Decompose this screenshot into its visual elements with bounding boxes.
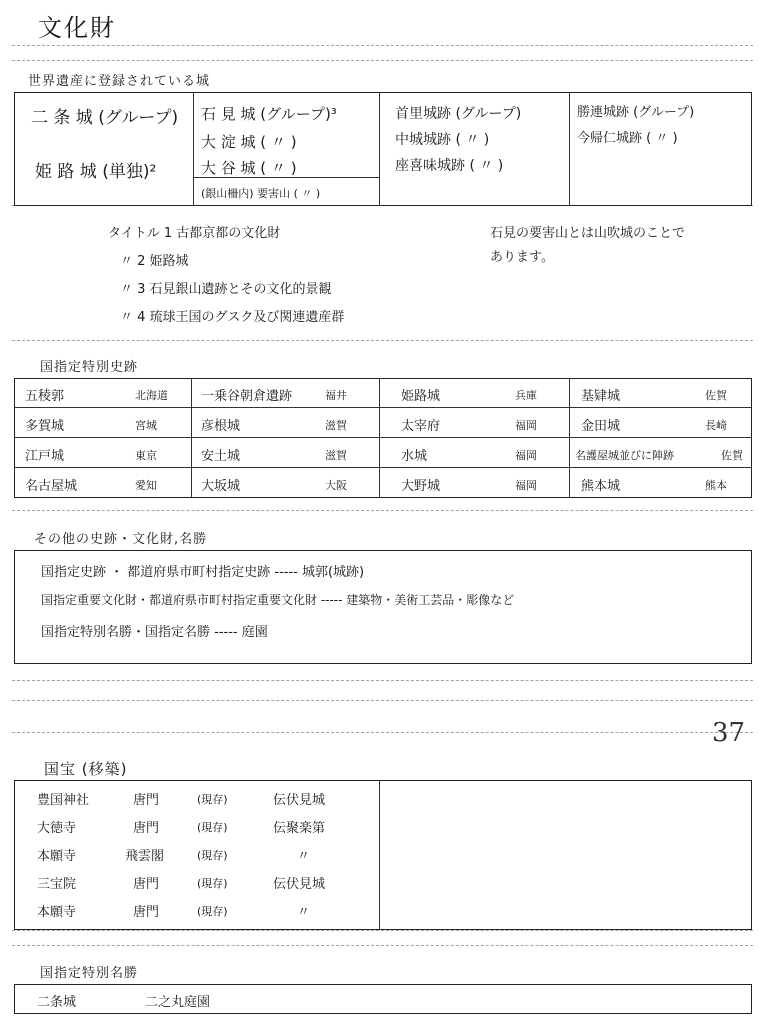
world-heritage-cell: (銀山柵内) 要害山 ( 〃 ): [201, 187, 321, 200]
treasure-gate: 唐門: [133, 877, 160, 892]
section-heading-national-treasure: 国宝 (移築): [44, 760, 128, 778]
treasure-site: 三宝院: [37, 877, 77, 892]
site-name: 水城: [401, 449, 428, 464]
heritage-note: あります。: [490, 250, 554, 265]
treasure-origin: 〃: [297, 905, 311, 920]
world-heritage-cell: 中城城跡 ( 〃 ): [395, 132, 490, 148]
treasure-site: 本願寺: [37, 849, 77, 864]
treasure-origin: 伝聚楽第: [273, 821, 326, 836]
site-name: 名護屋城並びに陣跡: [575, 449, 674, 462]
scenic-table: [14, 984, 752, 1014]
other-line: 国指定重要文化財・都道府県市町村指定重要文化財 ----- 建築物・美術工芸品・彫像など: [41, 593, 515, 607]
site-name: 五稜郭: [25, 389, 65, 404]
treasure-origin: 〃: [297, 849, 311, 864]
national-treasure-table: [14, 780, 752, 930]
site-prefecture: 兵庫: [515, 389, 537, 402]
site-prefecture: 長崎: [705, 419, 727, 432]
site-name: 基肄城: [581, 389, 621, 404]
site-name: 金田城: [581, 419, 621, 434]
other-line: 国指定史跡 ・ 都道府県市町村指定史跡 ----- 城郭(城跡): [41, 565, 365, 580]
site-prefecture: 熊本: [705, 479, 727, 492]
world-heritage-cell: 座喜味城跡 ( 〃 ): [395, 158, 504, 174]
world-heritage-cell: 姫 路 城 (単独)²: [35, 162, 157, 182]
site-name: 姫路城: [401, 389, 441, 404]
treasure-status: (現存): [197, 821, 228, 834]
heritage-title-line: タイトル 1 古都京都の文化財: [108, 226, 281, 241]
world-heritage-cell: 大 淀 城 ( 〃 ): [201, 133, 297, 151]
site-prefecture: 滋賀: [325, 449, 347, 462]
page-title: 文化財: [38, 14, 116, 42]
site-prefecture: 福岡: [515, 419, 537, 432]
treasure-status: (現存): [197, 793, 228, 806]
section-heading-other: その他の史跡・文化財,名勝: [34, 532, 208, 547]
world-heritage-cell: 首里城跡 (グループ): [395, 106, 522, 122]
site-prefecture: 東京: [135, 449, 157, 462]
treasure-site: 豊国神社: [37, 793, 90, 808]
heritage-title-line: 〃 4 琉球王国のグスク及び関連遺産群: [120, 310, 345, 325]
treasure-origin: 伝伏見城: [273, 793, 326, 808]
site-prefecture: 愛知: [135, 479, 157, 492]
scenic-garden: 二之丸庭園: [145, 995, 211, 1010]
site-name: 名古屋城: [25, 479, 78, 494]
site-name: 安土城: [201, 449, 241, 464]
treasure-gate: 唐門: [133, 793, 160, 808]
special-sites-table: [14, 378, 752, 498]
site-name: 多賀城: [25, 419, 65, 434]
section-heading-special-sites: 国指定特別史跡: [40, 360, 139, 375]
world-heritage-cell: 大 谷 城 ( 〃 ): [201, 159, 297, 177]
treasure-gate: 飛雲閣: [125, 849, 165, 864]
site-prefecture: 佐賀: [721, 449, 743, 462]
treasure-status: (現存): [197, 849, 228, 862]
world-heritage-cell: 今帰仁城跡 ( 〃 ): [577, 131, 678, 146]
site-name: 江戸城: [25, 449, 65, 464]
treasure-origin: 伝伏見城: [273, 877, 326, 892]
site-name: 一乗谷朝倉遺跡: [201, 389, 293, 404]
heritage-title-line: 〃 2 姫路城: [120, 254, 189, 269]
scenic-site: 二条城: [37, 995, 77, 1010]
section-heading-scenic: 国指定特別名勝: [40, 966, 139, 981]
treasure-site: 本願寺: [37, 905, 77, 920]
site-name: 熊本城: [581, 479, 621, 494]
site-prefecture: 佐賀: [705, 389, 727, 402]
site-name: 彦根城: [201, 419, 241, 434]
treasure-gate: 唐門: [133, 821, 160, 836]
site-prefecture: 北海道: [135, 389, 168, 402]
site-prefecture: 福岡: [515, 449, 537, 462]
world-heritage-cell: 勝連城跡 (グループ): [577, 105, 695, 120]
site-name: 太宰府: [401, 419, 441, 434]
site-prefecture: 滋賀: [325, 419, 347, 432]
site-name: 大坂城: [201, 479, 241, 494]
world-heritage-cell: 石 見 城 (グループ)³: [201, 105, 337, 123]
other-line: 国指定特別名勝・国指定名勝 ----- 庭園: [41, 625, 268, 640]
heritage-note: 石見の要害山とは山吹城のことで: [490, 226, 686, 241]
page-number: 37: [712, 718, 746, 748]
treasure-site: 大徳寺: [37, 821, 77, 836]
site-name: 大野城: [401, 479, 441, 494]
treasure-gate: 唐門: [133, 905, 160, 920]
site-prefecture: 福井: [325, 389, 347, 402]
world-heritage-cell: 二 条 城 (グループ): [31, 108, 179, 128]
other-sites-box: [14, 550, 752, 664]
site-prefecture: 大阪: [325, 479, 347, 492]
site-prefecture: 福岡: [515, 479, 537, 492]
world-heritage-table: [14, 92, 752, 206]
site-prefecture: 宮城: [135, 419, 157, 432]
treasure-status: (現存): [197, 905, 228, 918]
heritage-title-line: 〃 3 石見銀山遺跡とその文化的景観: [120, 282, 332, 297]
treasure-status: (現存): [197, 877, 228, 890]
section-heading-world-heritage: 世界遺産に登録されている城: [28, 74, 211, 89]
